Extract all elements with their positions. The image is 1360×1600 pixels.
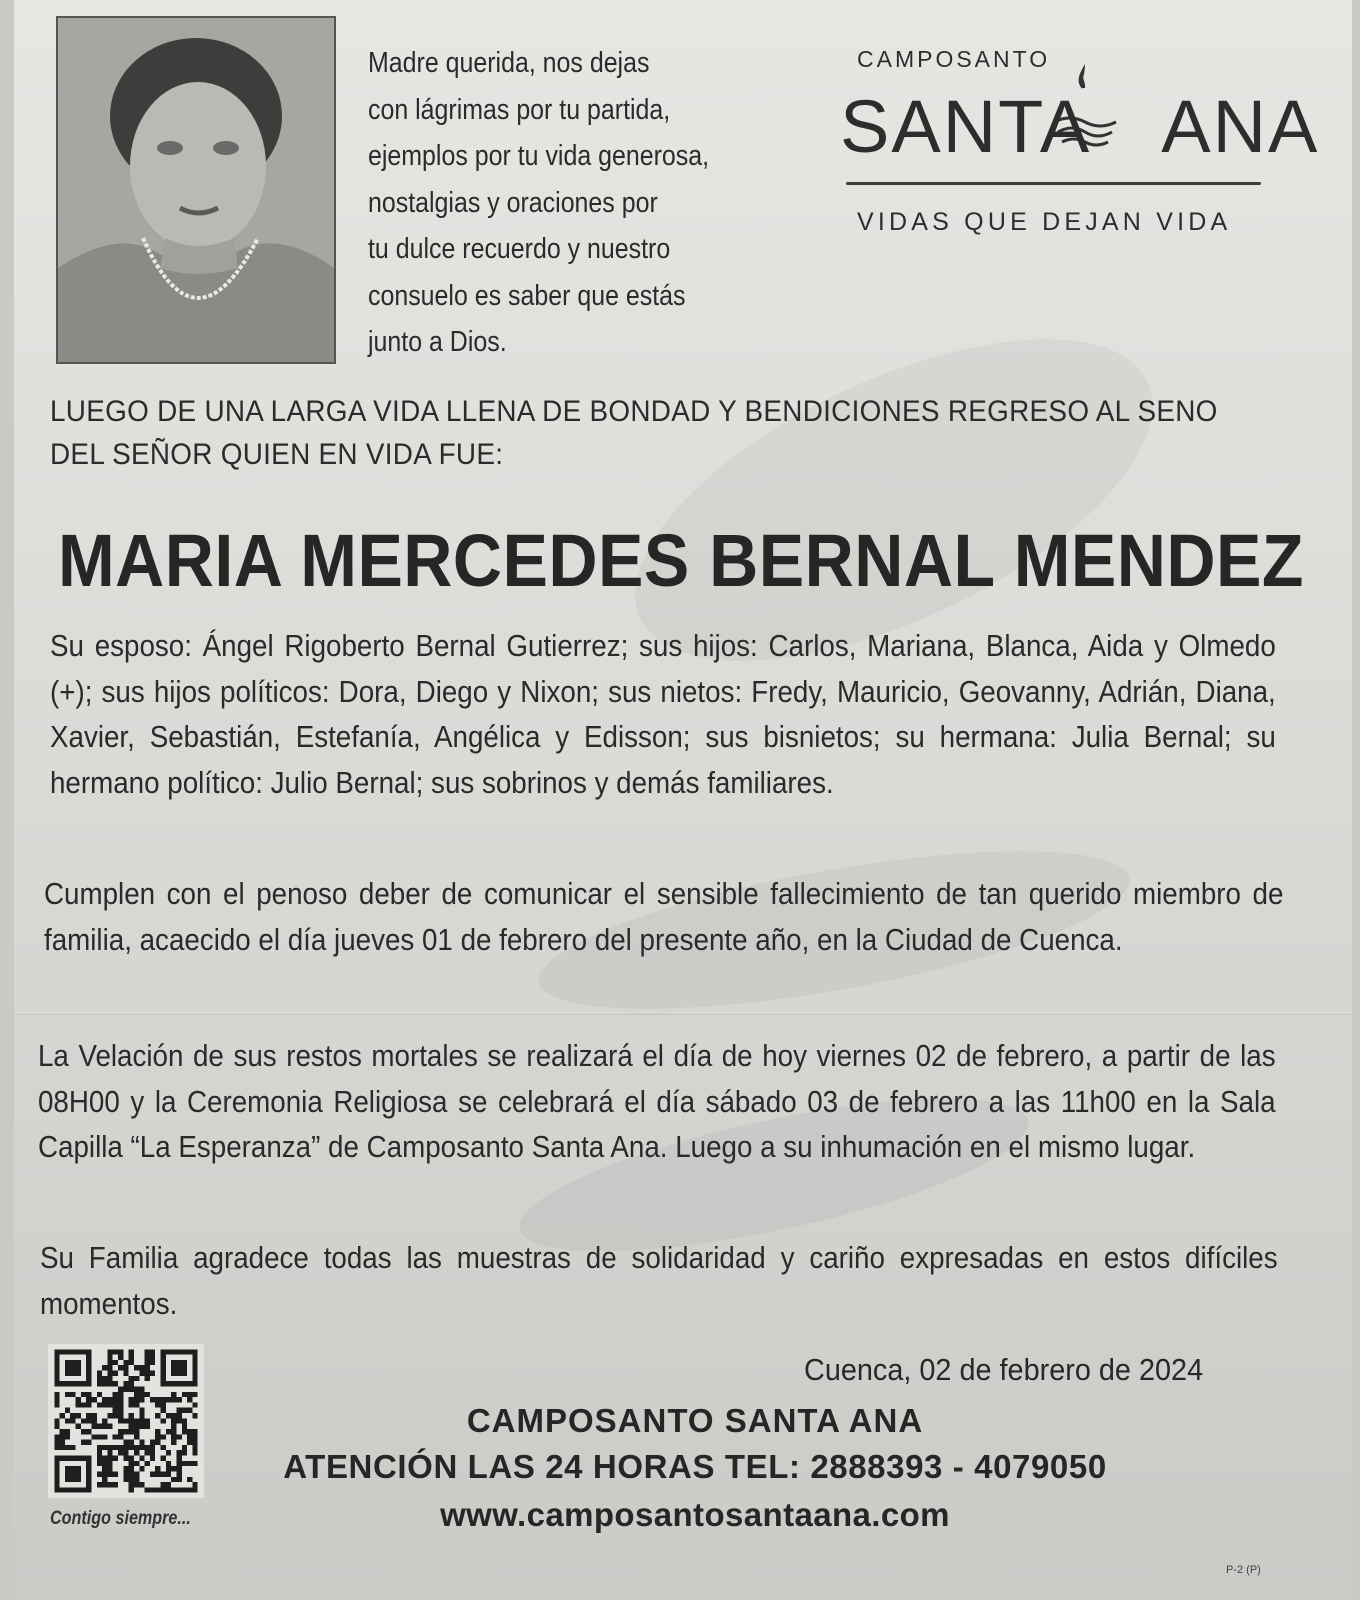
qr-caption: Contigo siempre...: [50, 1508, 191, 1529]
poem-line: nostalgias y oraciones por: [368, 186, 658, 219]
print-code: P-2 (P): [1226, 1564, 1261, 1576]
qr-code[interactable]: [48, 1344, 204, 1498]
paper-fold-line: [14, 1012, 1352, 1015]
poem-line: junto a Dios.: [368, 326, 507, 358]
logo-tagline: VIDAS QUE DEJAN VIDA: [857, 208, 1232, 236]
logo-divider: [846, 182, 1261, 185]
poem-line: tu dulce recuerdo y nuestro: [368, 233, 671, 265]
poem-line: consuelo es saber que estás: [368, 279, 686, 312]
portrait-photo: [56, 16, 336, 364]
thanks-paragraph: Su Familia agradece todas las muestras de solidaridad y cariño expresadas en estos difíciles momentos.: [40, 1241, 1278, 1321]
logo-wordmark: [840, 84, 1319, 169]
footer-website[interactable]: www.camposantosantaana.com: [440, 1496, 950, 1533]
poem-line: con lágrimas por tu partida,: [368, 93, 671, 126]
family-paragraph: Su esposo: Ángel Rigoberto Bernal Gutierrez; sus hijos: Carlos, Mariana, Blanca, Aida y Olmedo (+); sus hijos políticos: Dora, Diego y Nixon; sus nietos: Fredy, Mauricio, Geovanny, Adrián, Diana, Xavier, Sebastián, Estefanía, Angélica y Edisson; sus bisnietos; su hermana: Julia Bernal; su hermano político: Julio Bernal; sus sobrinos y demás familiares.: [50, 629, 1276, 800]
footer-phone: ATENCIÓN LAS 24 HORAS TEL: 2888393 - 4079050: [283, 1448, 1107, 1485]
logo-word-right: ANA: [1161, 85, 1320, 168]
poem-line: ejemplos por tu vida generosa,: [368, 140, 710, 172]
deceased-name: MARIA MERCEDES BERNAL MENDEZ: [58, 519, 1304, 602]
logo-overline: CAMPOSANTO: [857, 46, 1051, 72]
footer-company: CAMPOSANTO SANTA ANA: [466, 1402, 924, 1439]
logo-word-left: SANTA: [840, 85, 1092, 168]
announcement-paragraph: Cumplen con el penoso deber de comunicar el sensible fallecimiento de tan querido miembro de familia, acaecido el día jueves 01 de febrero del presente año, en la Ciudad de Cuenca.: [44, 877, 1284, 957]
intro-text: LUEGO DE UNA LARGA VIDA LLENA DE BONDAD Y BENDICIONES REGRESO AL SENO DEL SEÑOR QUIEN EN VIDA FUE:: [50, 395, 1218, 471]
poem-line: Madre querida, nos dejas: [368, 47, 650, 79]
dateline: Cuenca, 02 de febrero de 2024: [804, 1352, 1204, 1387]
ceremony-paragraph: La Velación de sus restos mortales se realizará el día de hoy viernes 02 de febrero, a partir de las 08H00 y la Ceremonia Religiosa se celebrará el día sábado 03 de febrero a las 11h00 en la Sala Capilla “La Esperanza” de Camposanto Santa Ana. Luego a su inhumación en el mismo lugar.: [38, 1039, 1276, 1164]
memorial-poem: [368, 40, 746, 366]
